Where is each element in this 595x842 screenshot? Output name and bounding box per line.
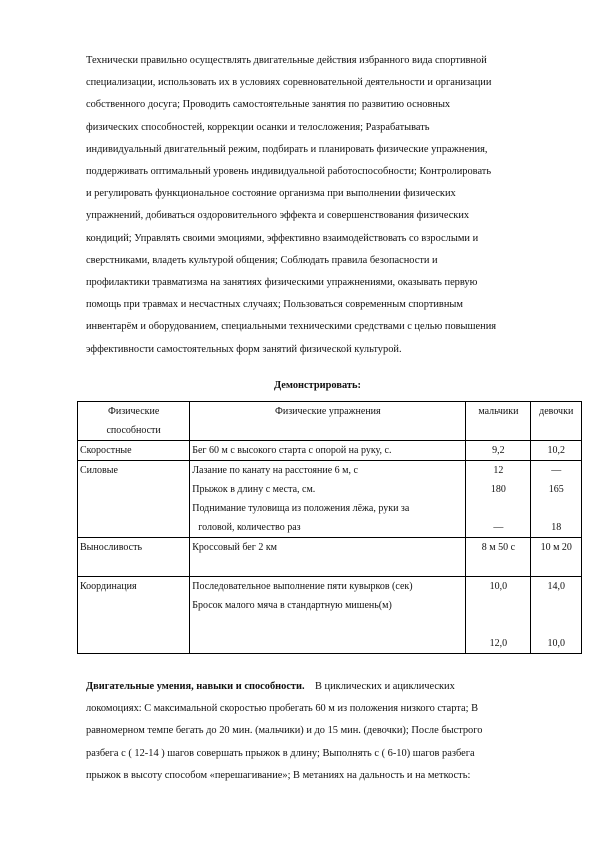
ability-cell: Скоростные [78, 441, 190, 461]
intro-line: поддерживать оптимальный уровень индивидуальной работоспособности; Контролировать [86, 166, 492, 178]
demo-title: Демонстрировать: [274, 380, 361, 391]
norms-table [77, 401, 582, 654]
intro-line: упражнений, добиваться оздоровительного эффекта и совершенствования физических [86, 210, 470, 222]
intro-line: эффективности самостоятельных форм занятий физической культурой. [86, 343, 402, 355]
girls-value: 18 [551, 522, 562, 533]
girls-value: 10 м 20 [540, 542, 572, 553]
girls-cell [531, 441, 582, 461]
table-row [78, 538, 582, 577]
table-row [78, 577, 582, 654]
exercise-cell [190, 441, 466, 461]
girls-value: 10,0 [547, 638, 565, 649]
intro-line: специализации, использовать их в условиях соревновательной деятельности и организации [86, 77, 492, 89]
skills-line: прыжок в высоту способом «перешагивание»; В метаниях на дальность и на меткость: [86, 769, 471, 781]
exercise-line [192, 615, 463, 634]
boys-value [468, 499, 528, 518]
skills-line: локомоциях: С максимальной скоростью пробегать 60 м из положения низкого старта; В [86, 703, 479, 715]
intro-line: профилактики травматизма на занятиях физическими упражнениями, оказывать первую [86, 277, 478, 289]
header-abilities: Физические способности [78, 402, 190, 441]
girls-cell [531, 538, 582, 577]
ability-cell: Силовые [78, 461, 190, 538]
header-boys: мальчики [466, 402, 531, 441]
ability-cell: Координация [78, 577, 190, 654]
skills-paragraph [86, 676, 556, 787]
intro-line: собственного досуга; Проводить самостоятельные занятия по развитию основных [86, 99, 451, 111]
skills-line: разбега с ( 12-14 ) шагов совершать прыжок в длину; Выполнять с ( 6-10) шагов разбега [86, 747, 475, 759]
boys-cell [466, 538, 531, 577]
intro-line: Технически правильно осуществлять двигательные действия избранного вида спортивной [86, 55, 487, 66]
header-exercises: Физические упражнения [190, 402, 466, 441]
intro-line: и регулировать функциональное состояние организма при выполнении физических [86, 188, 456, 200]
boys-value [468, 596, 528, 615]
girls-cell [531, 577, 582, 654]
girls-value: 165 [548, 484, 564, 495]
boys-value: 180 [490, 484, 506, 495]
table-row [78, 461, 582, 538]
intro-line: помощь при травмах и несчастных случаях; Пользоваться современным спортивным [86, 299, 463, 311]
ability-cell: Выносливость [78, 538, 190, 577]
boys-value: 12 [493, 465, 504, 476]
boys-value: 8 м 50 с [481, 542, 516, 553]
boys-cell [466, 461, 531, 538]
skills-title: Двигательные умения, навыки и способности. [86, 681, 305, 692]
intro-line: кондиций; Управлять своими эмоциями, эффективно взаимодействовать со взрослыми и [86, 232, 479, 244]
intro-line: индивидуальный двигательный режим, подбирать и планировать физические упражнения, [86, 143, 488, 155]
table-row [78, 441, 582, 461]
intro-paragraph [86, 50, 556, 361]
exercise-cell [190, 538, 466, 577]
table-header-row [78, 402, 582, 441]
skills-line: В циклических и ациклических [315, 681, 455, 692]
girls-cell [531, 461, 582, 538]
girls-value: — [551, 465, 562, 476]
boys-cell [466, 577, 531, 654]
exercise-line: головой, количество раз [198, 522, 301, 533]
exercise-line: Лазание по канату на расстояние 6 м, с [192, 465, 358, 476]
boys-value: — [493, 522, 504, 533]
girls-value: 14,0 [547, 581, 565, 592]
boys-value: 12,0 [489, 638, 508, 649]
boys-value: 9,2 [492, 445, 505, 456]
exercise-line [192, 634, 463, 653]
intro-line: физических способностей, коррекции осанки и телосложения; Разрабатывать [86, 121, 430, 133]
exercise-cell [190, 461, 466, 538]
boys-value: 10,0 [489, 581, 508, 592]
skills-line: равномерном темпе бегать до 20 мин. (мальчики) и до 15 мин. (девочки); После быстрого [86, 725, 483, 737]
header-girls: девочки [531, 402, 582, 441]
exercise-line: Кроссовый бег 2 км [192, 542, 278, 553]
exercise-cell [190, 577, 466, 654]
exercise-line: Бросок малого мяча в стандартную мишень(м) [192, 600, 392, 611]
exercise-line: Поднимание туловища из положения лёжа, руки за [192, 503, 410, 514]
intro-line: инвентарём и оборудованием, специальными техническими средствами с целью повышения [86, 321, 497, 333]
girls-value [533, 499, 579, 518]
boys-cell [466, 441, 531, 461]
exercise-line: Последовательное выполнение пяти кувырков (сек) [192, 581, 413, 592]
intro-line: сверстниками, владеть культурой общения; Соблюдать правила безопасности и [86, 254, 438, 266]
girls-value [533, 596, 579, 615]
exercise-line: Прыжок в длину с места, см. [192, 484, 316, 495]
girls-value [533, 615, 579, 634]
boys-value [468, 615, 528, 634]
girls-value: 10,2 [547, 445, 565, 456]
exercise-line: Бег 60 м с высокого старта с опорой на руку, с. [192, 445, 392, 456]
